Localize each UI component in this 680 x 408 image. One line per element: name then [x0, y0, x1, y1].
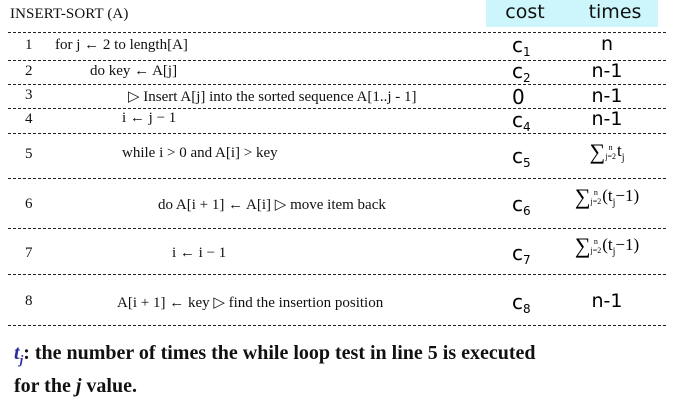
- line-code: for j ← 2 to length[A]: [55, 37, 188, 53]
- sigma-symbol: ∑: [589, 139, 606, 165]
- line-number: 2: [25, 63, 33, 79]
- sigma-symbol: ∑: [574, 233, 591, 259]
- line-code: A[i + 1] ← key ▷ find the insertion position: [117, 295, 384, 311]
- line-number: 6: [25, 196, 33, 212]
- row-divider: [8, 325, 666, 326]
- line-cost: $c_8$: [512, 290, 531, 316]
- line-number: 3: [25, 87, 33, 103]
- tj-definition-note: $t_j$: the number of times the while loop test in line 5 is executed for the j value.: [14, 342, 536, 397]
- line-cost: $c_6$: [512, 192, 531, 218]
- line-number: 5: [25, 146, 33, 162]
- row-divider: [8, 274, 666, 275]
- cost-column-header: cost: [505, 1, 545, 23]
- line-number: 4: [25, 111, 33, 127]
- line-times: n-1: [591, 85, 623, 107]
- line-cost: $c_1$: [512, 33, 531, 59]
- line-code: i ← j − 1: [122, 110, 177, 126]
- algorithm-title: INSERT-SORT (A): [10, 6, 129, 22]
- line-code: do key ← A[j]: [90, 63, 178, 79]
- line-times: n: [600, 33, 614, 55]
- line-times: n-1: [591, 60, 623, 82]
- times-column-header: times: [588, 1, 642, 23]
- line-cost: 0: [512, 85, 525, 109]
- line-number: 1: [25, 37, 33, 53]
- line-code: while i > 0 and A[i] > key: [122, 145, 278, 161]
- line-code: ▷ Insert A[j] into the sorted sequence A[1..j - 1]: [128, 89, 417, 105]
- row-divider: [8, 178, 666, 179]
- line-times-summation: ∑ n j=2 $(t_j-1)$: [574, 233, 640, 259]
- line-cost: $c_5$: [512, 144, 531, 170]
- line-times-summation: ∑ n j=2 $(t_j-1)$: [574, 184, 640, 210]
- line-times: n-1: [591, 290, 623, 312]
- line-code: do A[i + 1] ← A[i] ▷ move item back: [158, 197, 386, 213]
- row-divider: [8, 228, 666, 229]
- line-number: 8: [25, 293, 33, 309]
- sigma-symbol: ∑: [574, 184, 591, 210]
- line-number: 7: [25, 245, 33, 261]
- line-cost: $c_7$: [512, 241, 531, 267]
- row-divider: [8, 133, 666, 134]
- tj-variable: $t_j$: [14, 342, 24, 367]
- line-cost: $c_2$: [512, 59, 531, 85]
- line-times: n-1: [591, 108, 623, 130]
- line-cost: $c_4$: [512, 108, 531, 134]
- line-code: i ← i − 1: [172, 245, 227, 261]
- line-times-summation: ∑ n j=2 $t_j$: [589, 139, 625, 165]
